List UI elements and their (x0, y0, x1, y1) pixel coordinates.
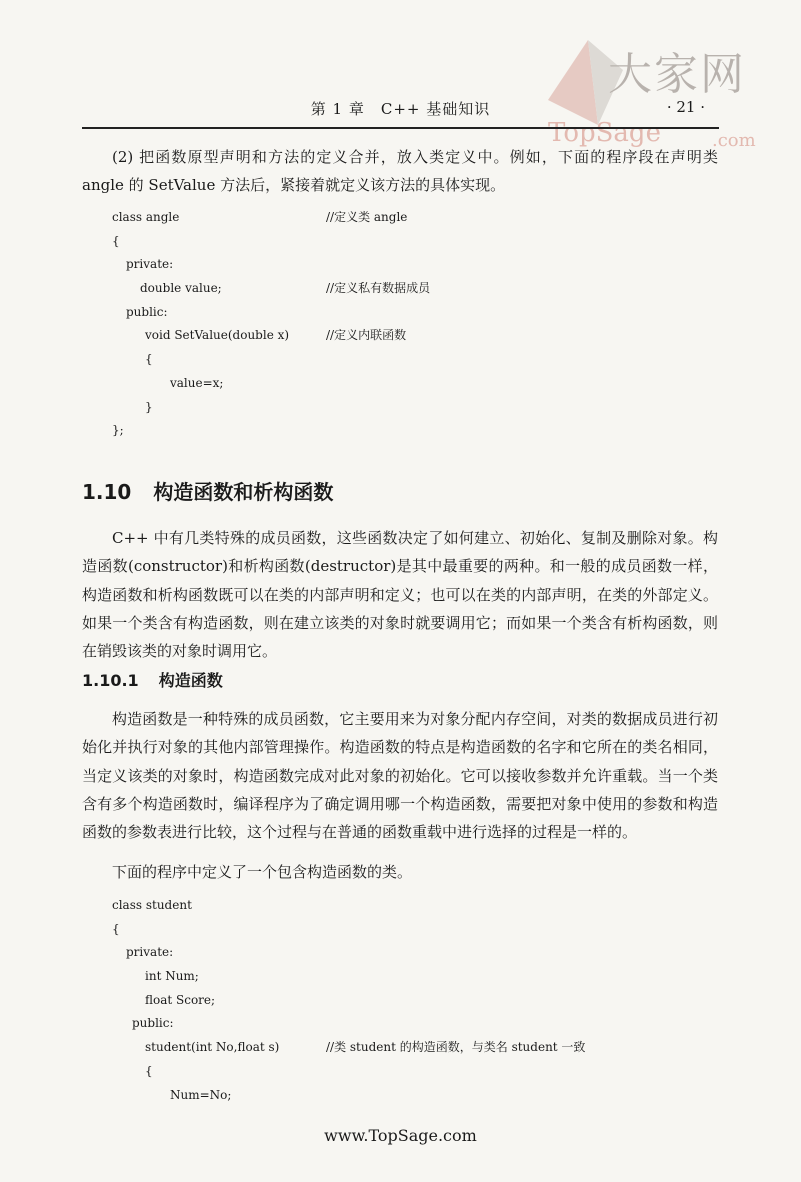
watermark-english-text: TopSage (548, 118, 661, 148)
code-text: float Score; (145, 992, 216, 1007)
code-line (112, 941, 732, 965)
code-line (112, 1084, 732, 1108)
code-line (112, 301, 732, 325)
code-line (112, 1036, 732, 1060)
code-text: class student (112, 898, 192, 912)
code-text: student(int No,float s) (145, 1040, 280, 1055)
code-line (112, 419, 732, 443)
footer-url: www.TopSage.com (324, 1126, 477, 1145)
code-comment: //类 student 的构造函数，与类名 student 一致 (326, 1040, 586, 1055)
code-line (112, 277, 732, 301)
section-paragraph: C++ 中有几类特殊的成员函数，这些函数决定了如何建立、初始化、复制及删除对象。构造函数(constructor)和析构函数(destructor)是其中最重要的两种。和一般的成员函数一样，构造函数和析构函数既可以在类的内部声明和定义；也可以在类的内部声明，在类的外部定义。如果一个类含有构造函数，则在建立该类的对象时就要调用它；而如果一个类含有析构函数，则在销毁该类的对象时调用它。 (82, 529, 718, 661)
code-line (112, 324, 732, 348)
code-block-student (112, 894, 732, 1107)
code-text: { (112, 921, 120, 936)
code-comment: //定义内联函数 (326, 328, 407, 343)
code-line (112, 894, 732, 918)
subsection-paragraph: 构造函数是一种特殊的成员函数，它主要用来为对象分配内存空间，对类的数据成员进行初始化并执行对象的其他内部管理操作。构造函数的特点是构造函数的名字和它所在的类名相同，当定义该类的对象时，构造函数完成对此对象的初始化。它可以接收参数并允许重载。当一个类含有多个构造函数时，编译程序为了确定调用哪一个构造函数，需要把对象中使用的参数和构造函数的参数表进行比较，这个过程与在普通的函数重载中进行选择的过程是一样的。 (82, 710, 718, 842)
running-header-title: 第 1 章 C++ 基础知识 (310, 100, 491, 118)
code-text: private: (126, 945, 174, 960)
subsection-number: 1.10.1 (82, 671, 139, 690)
code-line (112, 230, 732, 254)
section-title: 构造函数和析构函数 (153, 480, 334, 504)
code-text: int Num; (145, 969, 199, 984)
code-text: { (145, 1063, 153, 1078)
code-text: public: (126, 304, 168, 319)
code-line (112, 206, 732, 230)
code-text: } (145, 399, 153, 414)
code-text: class angle (112, 210, 180, 224)
code-comment: //定义私有数据成员 (326, 281, 431, 296)
code-text: value=x; (170, 375, 224, 390)
subsection-title: 构造函数 (158, 671, 223, 690)
code-line (112, 989, 732, 1013)
subsection-heading (82, 668, 223, 691)
code-line (112, 253, 732, 277)
code-line (112, 918, 732, 942)
code-line (112, 1012, 732, 1036)
section-number: 1.10 (82, 480, 132, 504)
code-block-angle (112, 206, 732, 443)
watermark-domain-suffix: .com (712, 130, 756, 151)
code-line (112, 396, 732, 420)
code-line (112, 348, 732, 372)
code-comment: //定义类 angle (326, 210, 408, 224)
code-text: public: (132, 1016, 174, 1031)
code-text: void SetValue(double x) (145, 328, 290, 343)
code-text: private: (126, 257, 174, 272)
section-heading (82, 476, 333, 505)
intro-paragraph: (2) 把函数原型声明和方法的定义合并，放入类定义中。例如，下面的程序段在声明类 angle 的 SetValue 方法后，紧接着就定义该方法的具体实现。 (82, 148, 718, 195)
header-rule (82, 127, 719, 129)
code-text: Num=No; (170, 1087, 232, 1102)
code-text: { (145, 352, 153, 367)
code-text: }; (112, 423, 124, 438)
page-number: · 21 · (666, 98, 705, 116)
code-line (112, 1060, 732, 1084)
code-line (112, 372, 732, 396)
code-text: double value; (140, 281, 222, 296)
watermark-chinese-text: 大家网 (608, 49, 746, 100)
code-line (112, 965, 732, 989)
code-text: { (112, 233, 120, 248)
lead-line: 下面的程序中定义了一个包含构造函数的类。 (112, 863, 413, 881)
